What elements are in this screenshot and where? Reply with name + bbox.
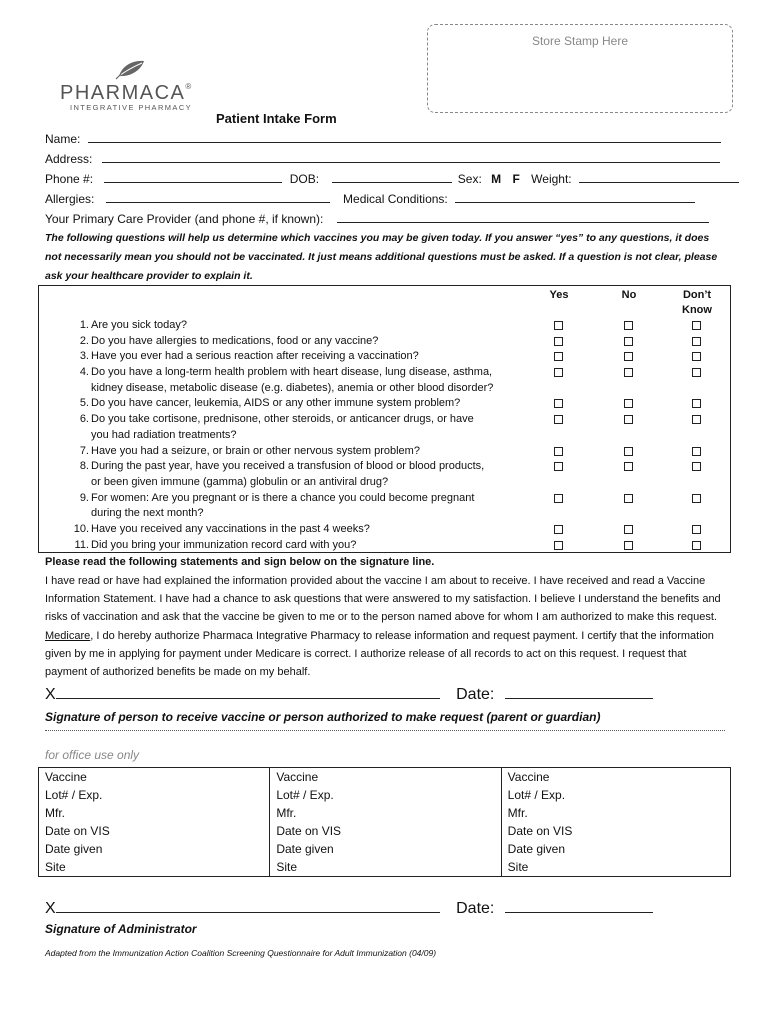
office-table-row <box>39 768 731 787</box>
question-text <box>91 412 551 443</box>
screening-questions-box <box>38 285 731 553</box>
checkbox-dont-know[interactable] <box>692 462 701 471</box>
question-text <box>91 491 551 522</box>
question-row <box>39 538 730 554</box>
office-cell[interactable]: Site <box>270 858 501 877</box>
checkbox-dont-know[interactable] <box>692 447 701 456</box>
office-cell[interactable]: Date given <box>270 840 501 858</box>
office-cell[interactable]: Date on VIS <box>39 822 270 840</box>
checkbox-no[interactable] <box>624 321 633 330</box>
question-text-line: you had radiation treatments? <box>91 428 237 441</box>
name-label: Name: <box>45 132 81 146</box>
question-number: 7. <box>79 444 89 457</box>
allergies-label: Allergies: <box>45 192 95 206</box>
checkbox-no[interactable] <box>624 415 633 424</box>
patient-signature-caption: Signature of person to receive vaccine or person authorized to make request (parent or guardian) <box>45 710 601 724</box>
question-number: 6. <box>79 413 89 426</box>
patient-date-field[interactable] <box>505 684 653 699</box>
question-row <box>39 349 730 365</box>
checkbox-dont-know[interactable] <box>692 337 701 346</box>
form-title: Patient Intake Form <box>216 111 337 126</box>
signature-instructions: Please read the following statements and sign below on the signature line. <box>45 556 435 568</box>
checkbox-yes[interactable] <box>554 447 563 456</box>
admin-date-label: Date: <box>456 900 495 917</box>
question-row <box>39 396 730 412</box>
office-cell[interactable]: Site <box>39 858 270 877</box>
office-cell[interactable]: Date given <box>39 840 270 858</box>
sex-option-f[interactable]: F <box>512 172 520 186</box>
weight-field[interactable] <box>579 172 739 183</box>
question-list <box>39 318 730 553</box>
provider-row <box>45 212 709 226</box>
office-cell[interactable]: Site <box>501 858 730 877</box>
patient-date-label: Date: <box>456 686 495 703</box>
question-text <box>91 318 551 334</box>
patient-signature-field[interactable] <box>56 684 440 699</box>
question-text-line: Have you ever had a serious reaction after receiving a vaccination? <box>91 350 419 363</box>
dotted-divider <box>45 730 725 731</box>
checkbox-dont-know[interactable] <box>692 368 701 377</box>
provider-label: Your Primary Care Provider (and phone #, if known): <box>45 212 324 226</box>
column-yes: Yes <box>549 289 569 301</box>
medicare-underlined: Medicare <box>45 629 91 642</box>
question-text <box>91 538 551 554</box>
question-row <box>39 365 730 396</box>
provider-field[interactable] <box>337 212 709 223</box>
question-row <box>39 412 730 443</box>
question-text-line: or been given immune (gamma) globulin or an antiviral drug? <box>91 475 389 488</box>
admin-signature-caption: Signature of Administrator <box>45 922 197 936</box>
store-stamp-label: Store Stamp Here <box>531 34 629 48</box>
question-text-line: Have you received any vaccinations in the past 4 weeks? <box>91 523 370 535</box>
question-text-line: Do you take cortisone, prednisone, other steroids, or anticancer drugs, or have <box>91 413 474 426</box>
phone-row <box>45 172 739 186</box>
phone-label: Phone #: <box>45 172 94 186</box>
checkbox-no[interactable] <box>624 337 633 346</box>
question-text-line: During the past year, have you received a transfusion of blood or blood products, <box>91 460 485 473</box>
question-number: 4. <box>79 366 89 379</box>
office-cell[interactable]: Vaccine <box>501 768 730 787</box>
question-number: 3. <box>79 350 89 363</box>
question-number: 8. <box>79 460 89 473</box>
question-text <box>91 522 551 538</box>
checkbox-yes[interactable] <box>554 525 563 534</box>
checkbox-no[interactable] <box>624 368 633 377</box>
checkbox-dont-know[interactable] <box>692 321 701 330</box>
question-row <box>39 522 730 538</box>
office-cell[interactable]: Vaccine <box>270 768 501 787</box>
admin-signature-row <box>45 898 653 918</box>
column-no: No <box>621 289 637 301</box>
sex-option-m[interactable]: M <box>491 172 502 186</box>
question-number: 9. <box>79 491 89 504</box>
allergies-field[interactable] <box>106 192 330 203</box>
admin-signature-field[interactable] <box>56 898 440 913</box>
question-row <box>39 318 730 334</box>
checkbox-no[interactable] <box>624 541 633 550</box>
column-dont-know: Don’t Know <box>682 289 712 316</box>
pharmaca-logo <box>60 58 210 112</box>
checkbox-no[interactable] <box>624 399 633 408</box>
question-text-line: Have you had a seizure, or brain or other nervous system problem? <box>91 444 420 457</box>
dob-label: DOB: <box>289 172 320 186</box>
phone-field[interactable] <box>104 172 282 183</box>
logo-wordmark: PHARMACA® <box>60 82 193 104</box>
office-cell[interactable]: Mfr. <box>270 804 501 822</box>
question-row <box>39 459 730 490</box>
checkbox-yes[interactable] <box>554 415 563 424</box>
medical-conditions-field[interactable] <box>455 192 695 203</box>
medical-conditions-label: Medical Conditions: <box>343 192 448 206</box>
office-cell[interactable]: Lot# / Exp. <box>39 786 270 804</box>
question-number: 2. <box>79 334 89 347</box>
checkbox-no[interactable] <box>624 352 633 361</box>
question-row <box>39 491 730 522</box>
question-text-line: Do you have cancer, leukemia, AIDS or any other immune system problem? <box>91 397 461 410</box>
question-text-line: during the next month? <box>91 507 204 520</box>
office-table-row <box>39 840 731 858</box>
address-label: Address: <box>45 152 93 166</box>
office-cell[interactable]: Date given <box>501 840 730 858</box>
store-stamp-box <box>427 24 733 113</box>
checkbox-no[interactable] <box>624 525 633 534</box>
office-table-row <box>39 822 731 840</box>
question-number: 5. <box>79 397 89 410</box>
signature-x: X <box>45 686 56 703</box>
question-text <box>91 396 551 412</box>
question-number: 11. <box>74 538 89 551</box>
checkbox-yes[interactable] <box>554 494 563 503</box>
name-row <box>45 132 721 146</box>
question-text-line: Are you sick today? <box>91 319 187 331</box>
dob-field[interactable] <box>332 172 452 183</box>
question-text-line: kidney disease, metabolic disease (e.g. diabetes), anemia or other blood disorder? <box>91 381 494 394</box>
admin-signature-x: X <box>45 900 56 917</box>
checkbox-dont-know[interactable] <box>692 399 701 408</box>
name-field[interactable] <box>88 132 721 143</box>
question-text-line: For women: Are you pregnant or is there a chance you could become pregnant <box>91 491 475 504</box>
checkbox-yes[interactable] <box>554 541 563 550</box>
office-use-label: for office use only <box>45 748 140 762</box>
office-cell[interactable]: Lot# / Exp. <box>501 786 730 804</box>
checkbox-no[interactable] <box>624 447 633 456</box>
address-row <box>45 152 720 166</box>
office-cell[interactable]: Mfr. <box>39 804 270 822</box>
question-text-line: Do you have allergies to medications, food or any vaccine? <box>91 334 379 347</box>
question-text-line: Did you bring your immunization record card with you? <box>91 538 357 551</box>
question-text <box>91 349 551 365</box>
office-table-row <box>39 858 731 877</box>
question-text <box>91 334 551 350</box>
intro-text: The following questions will help us determine which vaccines you may be given today. If you answer “yes” to any questions, it does not necessarily mean you should not be vaccinated. It just means additional questions must be asked. If a question is not clear, please ask your healthcare provider to explain it. <box>45 232 718 282</box>
authorization-statement: I have read or have had explained the information provided about the vaccine I am about to receive. I have received and read a Vaccine Information Statement. I have had a chance to ask questions that were answered to my satisfaction. I believe I understand the benefits and risks of vaccination and ask that the vaccine be given to me or to the person named above for whom I am authorized to make this request. Medicare, I do hereby authorize Pharmaca Integrative Pharmacy to release information and request payment. I certify that the information given by me in applying for payment under Medicare is correct. I authorize release of all records to act on this request. I request that payment of authorized benefits be made on my behalf. <box>45 575 721 679</box>
footer-attribution: Adapted from the Immunization Action Coalition Screening Questionnaire for Adult Immunization (04/09) <box>45 948 437 958</box>
checkbox-dont-know[interactable] <box>692 352 701 361</box>
leaf-icon <box>115 58 147 80</box>
logo-tagline: INTEGRATIVE PHARMACY <box>70 103 193 112</box>
checkbox-yes[interactable] <box>554 368 563 377</box>
office-cell[interactable]: Date on VIS <box>270 822 501 840</box>
checkbox-yes[interactable] <box>554 337 563 346</box>
admin-date-field[interactable] <box>505 898 653 913</box>
checkbox-dont-know[interactable] <box>692 415 701 424</box>
checkbox-yes[interactable] <box>554 321 563 330</box>
office-cell[interactable]: Date on VIS <box>501 822 730 840</box>
question-number: 10. <box>73 523 89 535</box>
checkbox-dont-know[interactable] <box>692 494 701 503</box>
weight-label: Weight: <box>531 172 572 186</box>
checkbox-no[interactable] <box>624 494 633 503</box>
address-field[interactable] <box>102 152 720 163</box>
question-text-line: Do you have a long-term health problem with heart disease, lung disease, asthma, <box>91 366 493 379</box>
checkbox-dont-know[interactable] <box>692 541 701 550</box>
checkbox-yes[interactable] <box>554 352 563 361</box>
question-row <box>39 334 730 350</box>
office-cell[interactable]: Lot# / Exp. <box>270 786 501 804</box>
office-table-row <box>39 786 731 804</box>
office-cell[interactable]: Vaccine <box>39 768 270 787</box>
question-row <box>39 444 730 460</box>
office-table-row <box>39 804 731 822</box>
question-text <box>91 459 551 490</box>
sex-label: Sex: <box>457 172 482 186</box>
allergies-row <box>45 192 695 206</box>
question-text <box>91 444 551 460</box>
checkbox-yes[interactable] <box>554 399 563 408</box>
question-number: 1. <box>79 319 89 331</box>
patient-signature-row <box>45 684 653 704</box>
question-text <box>91 365 551 396</box>
checkbox-dont-know[interactable] <box>692 525 701 534</box>
office-use-table <box>38 767 731 877</box>
office-cell[interactable]: Mfr. <box>501 804 730 822</box>
checkbox-no[interactable] <box>624 462 633 471</box>
checkbox-yes[interactable] <box>554 462 563 471</box>
